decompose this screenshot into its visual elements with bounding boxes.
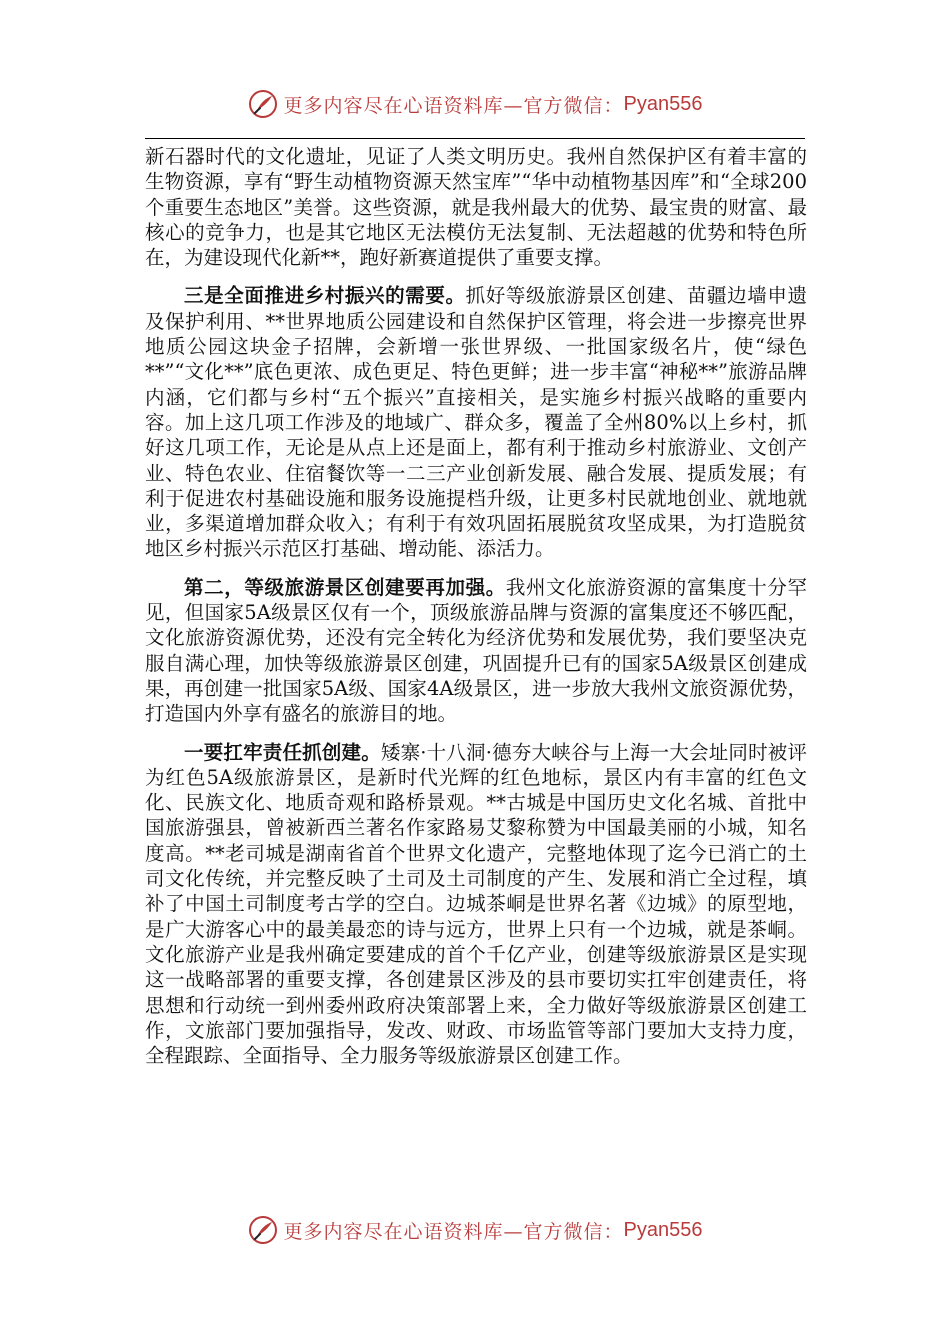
header-wechat-id: Pyan556 [623, 92, 703, 115]
paragraph-1-body: 新石器时代的文化遗址，见证了人类文明历史。我州自然保护区有着丰富的生物资源，享有“野生动植物资源天然宝库”“华中动植物基因库”和“全球200个重要生态地区”美誉。这些资源，就是我州最大的优势、最宝贵的财富、最核心的竞争力，也是其它地区无法模仿无法复制、无法超越的优势和特色所在，为建设现代化新**，跑好新赛道提供了重要支撑。 [145, 145, 807, 270]
header-banner [0, 84, 950, 124]
paragraph-2 [145, 283, 807, 561]
paragraph-2-body: 抓好等级旅游景区创建、苗疆边墙申遗及保护利用、**世界地质公园建设和自然保护区管理，将会进一步擦亮世界地质公园这块金子招牌，会新增一张世界级、一批国家级名片，使“绿色**”“文化**”底色更浓、成色更足、特色更鲜；进一步丰富“神秘**”旅游品牌内涵，它们都与乡村“五个振兴”直接相关，是实施乡村振兴战略的重要内容。加上这几项工作涉及的地域广、群众多，覆盖了全州80%以上乡村，抓好这几项工作，无论是从点上还是面上，都有利于推动乡村旅游业、文创产业、特色农业、住宿餐饮等一二三产业创新发展、融合发展、提质发展；有利于促进农村基础设施和服务设施提档升级，让更多村民就地创业、就地就业，多渠道增加群众收入；有利于有效巩固拓展脱贫攻坚成果，为打造脱贫地区乡村振兴示范区打基础、增动能、添活力。 [145, 284, 807, 561]
paragraph-3-body: 我州文化旅游资源的富集度十分罕见，但国家5A级景区仅有一个，顶级旅游品牌与资源的富集度还不够匹配，文化旅游资源优势，还没有完全转化为经济优势和发展优势，我们要坚决克服自满心理，加快等级旅游景区创建，巩固提升已有的国家5A级景区创建成果，再创建一批国家5A级、国家4A级景区，进一步放大我州文旅资源优势，打造国内外享有盛名的旅游目的地。 [145, 575, 807, 726]
footer-text: 更多内容尽在心语资料库—官方微信： [283, 1220, 624, 1243]
paragraph-3 [145, 575, 807, 727]
paragraph-4-heading: 一要扛牢责任抓创建。 [184, 740, 381, 764]
quill-logo-icon [248, 1215, 278, 1245]
paragraph-4 [145, 740, 807, 1069]
paragraph-2-heading: 三是全面推进乡村振兴的需要。 [184, 284, 466, 308]
header-divider [145, 138, 805, 139]
paragraph-1 [145, 144, 807, 270]
paragraph-4-body: 矮寨·十八洞·德夯大峡谷与上海一大会址同时被评为红色5A级旅游景区，是新时代光辉的红色地标，景区内有丰富的红色文化、民族文化、地质奇观和路桥景观。**古城是中国历史文化名城、首批中国旅游强县，曾被新西兰著名作家路易艾黎称赞为中国最美丽的小城，知名度高。**老司城是湖南省首个世界文化遗产，完整地体现了迄今已消亡的土司文化传统，并完整反映了土司及土司制度的产生、发展和消亡全过程，填补了中国土司制度考古学的空白。边城茶峒是世界名著《边城》的原型地，是广大游客心中的最美最恋的诗与远方，世界上只有一个边城，就是茶峒。文化旅游产业是我州确定要建成的首个千亿产业，创建等级旅游景区是实现这一战略部署的重要支撑，各创建景区涉及的县市要切实扛牢创建责任，将思想和行动统一到州委州政府决策部署上来，全力做好等级旅游景区创建工作，文旅部门要加强指导，发改、财政、市场监管等部门要加大支持力度，全程跟踪、全面指导、全力服务等级旅游景区创建工作。 [145, 740, 807, 1068]
header-text: 更多内容尽在心语资料库—官方微信： [283, 94, 624, 117]
paragraph-3-heading: 第二，等级旅游景区创建要再加强。 [184, 575, 506, 599]
footer-wechat-id: Pyan556 [623, 1218, 703, 1241]
quill-logo-icon [248, 89, 278, 119]
document-body [145, 144, 807, 1081]
footer-banner [0, 1210, 950, 1250]
